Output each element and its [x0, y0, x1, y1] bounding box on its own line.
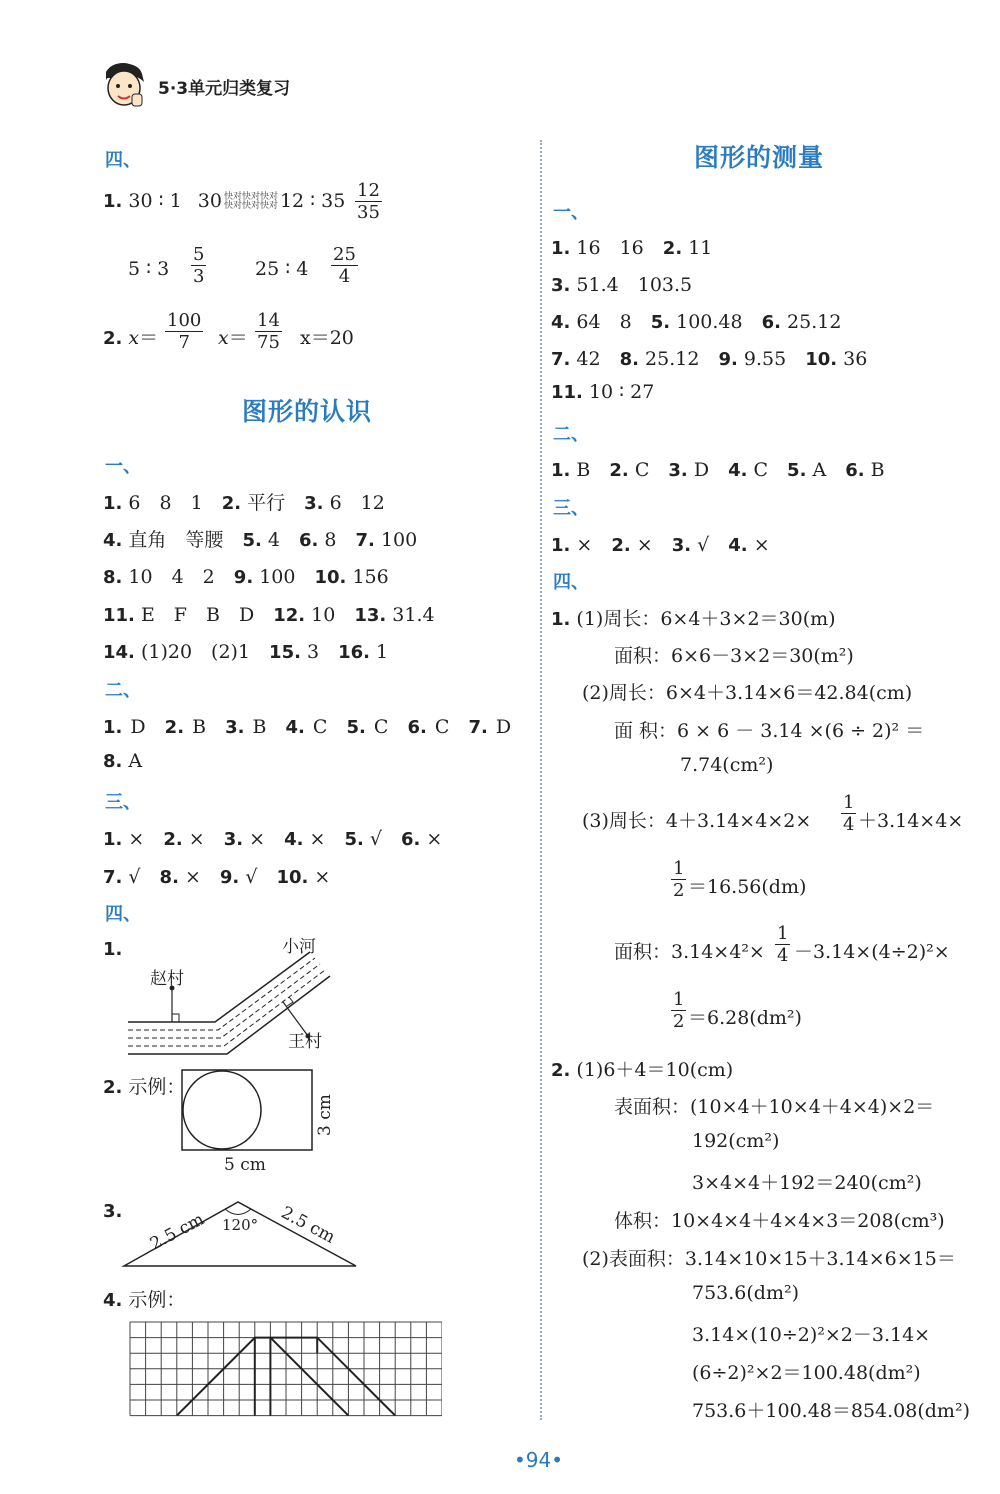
- section-label: 四、: [105, 904, 141, 925]
- river-label: 小河: [282, 937, 316, 957]
- answer-line: 1. B 2. C 3. D 4. C 5. A 6. B: [551, 459, 885, 481]
- answer-line: 面积：3.14×4²×: [614, 941, 765, 963]
- question-number: 3.: [103, 1201, 123, 1222]
- answer-line: 7.74(cm²): [680, 754, 774, 776]
- answer-line: 1. D 2. B 3. B 4. C 5. C 6. C 7. D: [103, 716, 512, 738]
- answer-line: 表面积：(10×4＋10×4＋4×4)×2＝: [614, 1096, 935, 1118]
- fraction: $\frac{25}{4}$: [333, 244, 356, 287]
- fraction: $\frac{12}{35}$: [357, 180, 380, 223]
- section-title: 图形的测量: [694, 143, 825, 172]
- fraction: $\frac{1}{4}$: [777, 923, 789, 966]
- answer-line: 3. 51.4 103.5: [551, 274, 693, 296]
- answer-line: 1. × 2. × 3. × 4. × 5. √ 6. ×: [103, 828, 443, 850]
- section-label: 一、: [553, 202, 589, 223]
- section-label: 一、: [105, 456, 141, 477]
- answer-line: 2. (1)6＋4＝10(cm): [551, 1059, 734, 1081]
- answer-line: 2. x＝: [103, 327, 159, 349]
- fraction: $\frac{100}{7}$: [167, 310, 202, 353]
- answer-line: 11. E F B D 12. 10 13. 31.4: [103, 604, 435, 626]
- answer-line: (2)表面积：3.14×10×15＋3.14×6×15＝: [582, 1248, 956, 1270]
- grid-lines: [130, 1322, 442, 1416]
- answer-line: 面积：6×6－3×2＝30(m²): [614, 645, 854, 667]
- answer-line: 1. (1)周长：6×4＋3×2＝30(m): [551, 608, 836, 630]
- answer-line: 25 ∶ 4: [255, 258, 309, 280]
- answer-line: (2)周长：6×4＋3.14×6＝42.84(cm): [582, 682, 913, 704]
- question-number: 4. 示例：: [103, 1289, 186, 1311]
- section-label: 四、: [553, 572, 589, 593]
- cartoon-boy-logo: [98, 56, 150, 112]
- fraction: $\frac{14}{75}$: [257, 310, 280, 353]
- answer-line: 3×4×4＋192＝240(cm²): [692, 1172, 922, 1194]
- answer-line: x＝20: [300, 327, 354, 349]
- answer-line: 14. (1)20 (2)1 15. 3 16. 1: [103, 641, 389, 663]
- answer-line: 7. 42 8. 25.12 9. 9.55 10. 36: [551, 348, 868, 370]
- answer-line: 1. 30 ∶ 1 30 快对快对快对 快对快对快对 12 ∶ 35: [103, 190, 346, 212]
- height-label: 3 cm: [315, 1094, 335, 1136]
- answer-line: ＝6.28(dm²): [688, 1007, 802, 1029]
- answer-line: 4. 直角 等腰 5. 4 6. 8 7. 100: [103, 529, 418, 551]
- wang-village-label: 王村: [288, 1032, 322, 1052]
- answer-line: 192(cm²): [692, 1130, 780, 1152]
- answer-line: ＝16.56(dm): [688, 876, 807, 898]
- answer-line: (3)周长：4＋3.14×4×2×: [582, 810, 812, 832]
- triangle-diagram: [120, 1196, 365, 1272]
- right-side-label: 2.5 cm: [277, 1202, 339, 1248]
- rectangle-circle-diagram: [178, 1064, 348, 1180]
- question-number: 2. 示例：: [103, 1076, 186, 1098]
- fraction: $\frac{5}{3}$: [193, 244, 205, 287]
- section-label: 三、: [553, 498, 589, 519]
- section-label: 二、: [105, 680, 141, 701]
- fraction: $\frac{1}{2}$: [673, 858, 685, 901]
- fraction: $\frac{1}{4}$: [843, 792, 855, 835]
- answer-line: 1. 16 16 2. 11: [551, 237, 713, 259]
- answer-line: x＝: [218, 327, 248, 349]
- answer-line: 753.6(dm²): [692, 1282, 800, 1304]
- question-number: 1.: [103, 939, 123, 960]
- width-label: 5 cm: [224, 1155, 266, 1175]
- grid-diagram: [128, 1320, 442, 1422]
- answer-line: 753.6＋100.48＝854.08(dm²): [692, 1400, 970, 1422]
- section-label: 三、: [105, 792, 141, 813]
- column-divider: [540, 140, 542, 1420]
- angle-label: 120°: [222, 1216, 259, 1234]
- answer-line: 4. 64 8 5. 100.48 6. 25.12: [551, 311, 842, 333]
- left-side-label: 2.5 cm: [146, 1209, 208, 1255]
- section-label: 四、: [105, 150, 141, 171]
- header-title: 5·3单元归类复习: [158, 79, 291, 99]
- answer-line: 8. 10 4 2 9. 100 10. 156: [103, 566, 389, 588]
- answer-line: 11. 10 ∶ 27: [551, 381, 655, 403]
- answer-line: ＋3.14×4×: [858, 810, 964, 832]
- answer-line: 8. A: [103, 750, 143, 772]
- answer-line: (6÷2)²×2＝100.48(dm²): [692, 1362, 921, 1384]
- answer-line: 3.14×(10÷2)²×2－3.14×: [692, 1324, 931, 1346]
- section-title: 图形的认识: [242, 397, 373, 426]
- answer-line: 7. √ 8. × 9. √ 10. ×: [103, 866, 331, 888]
- fraction: $\frac{1}{2}$: [673, 989, 685, 1032]
- answer-line: 1. 6 8 1 2. 平行 3. 6 12: [103, 492, 385, 514]
- answer-line: －3.14×(4÷2)²×: [794, 941, 950, 963]
- zhao-village-label: 赵村: [150, 969, 184, 989]
- section-label: 二、: [553, 424, 589, 445]
- answer-line: 面 积：6 × 6 － 3.14 ×(6 ÷ 2)² ＝: [614, 720, 925, 742]
- answer-line: 体积：10×4×4＋4×4×3＝208(cm³): [614, 1210, 945, 1232]
- answer-line: 5 ∶ 3: [128, 258, 170, 280]
- page-number: •94•: [514, 1448, 564, 1472]
- river-diagram: [120, 930, 350, 1060]
- answer-line: 1. × 2. × 3. √ 4. ×: [551, 534, 770, 556]
